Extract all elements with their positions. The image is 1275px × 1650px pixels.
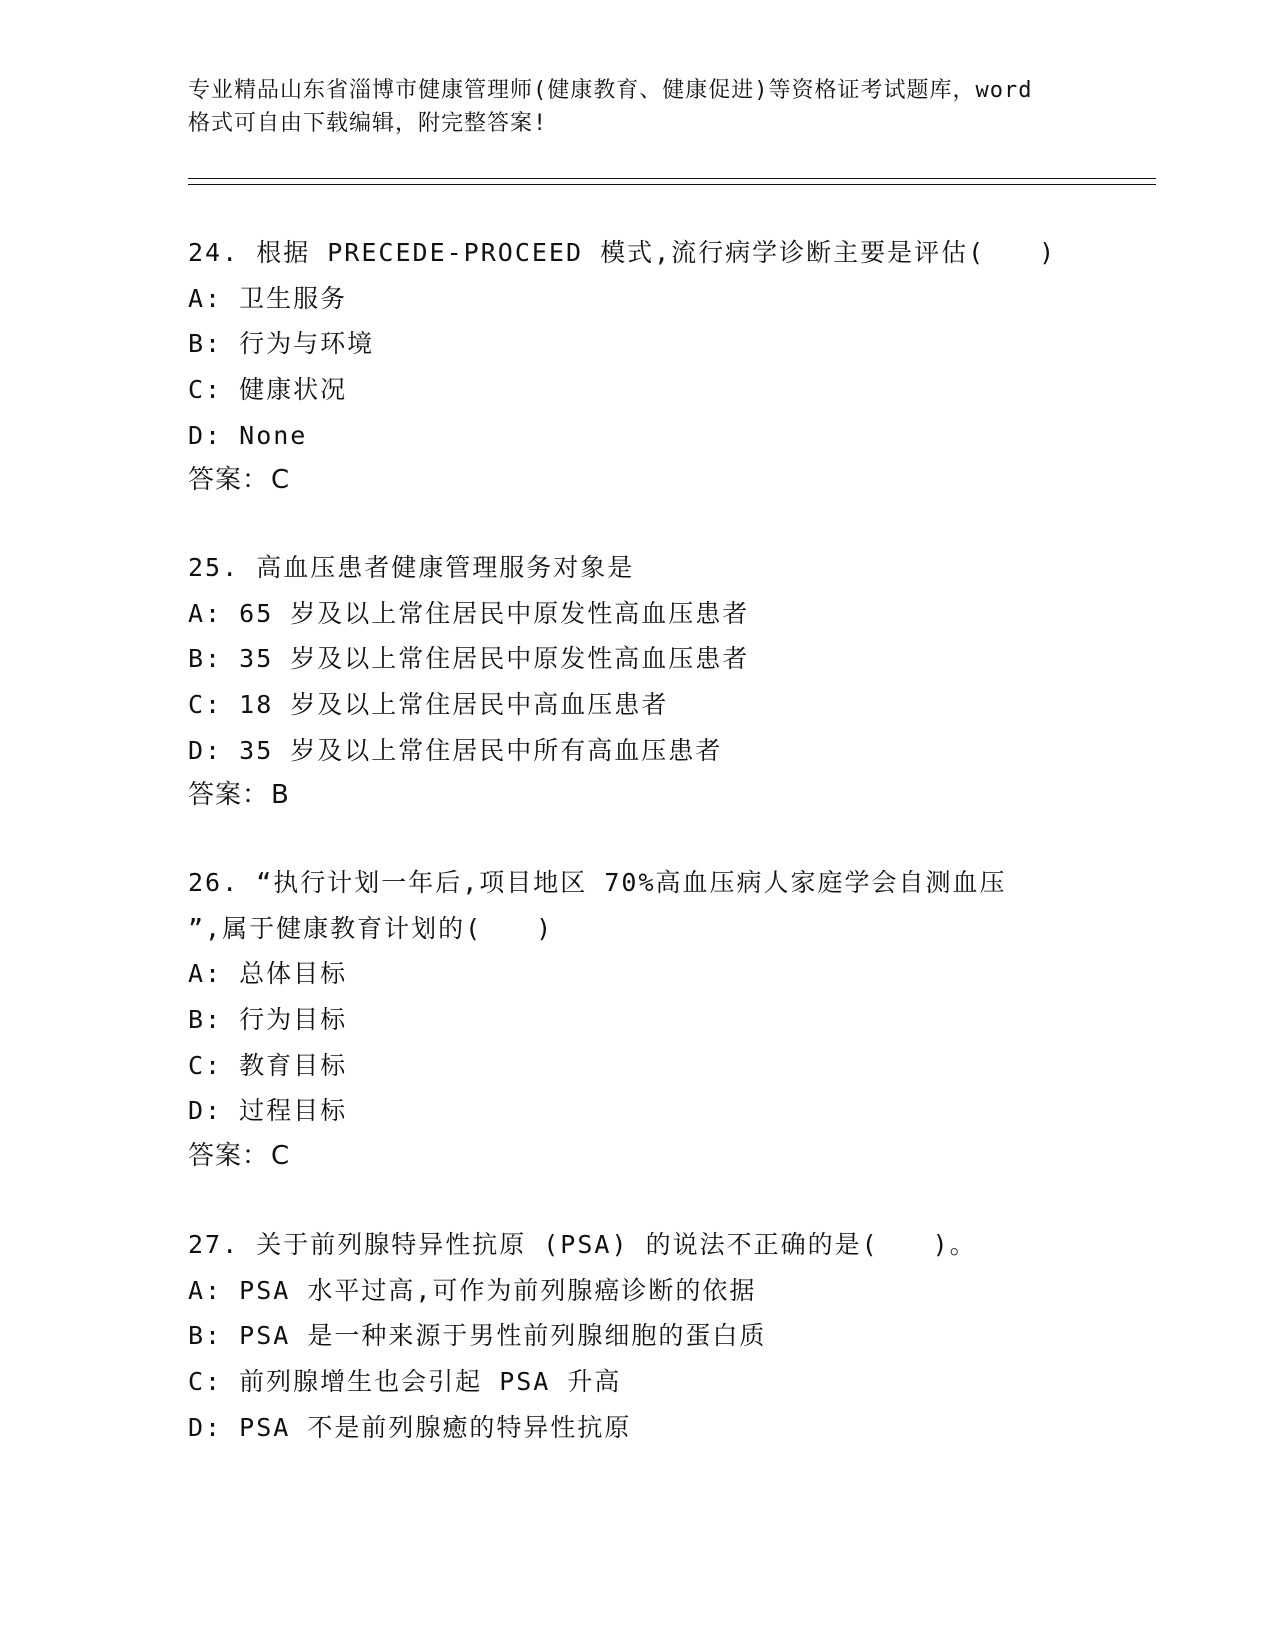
- question-25: [188, 545, 1108, 819]
- question-24: [188, 230, 1108, 504]
- question-26: [188, 860, 1108, 1180]
- question-stem: 27. 关于前列腺特异性抗原 (PSA) 的说法不正确的是( )。: [188, 1230, 977, 1259]
- option-d: D: None: [188, 420, 308, 450]
- header-line-1: 专业精品山东省淄博市健康管理师(健康教育、健康促进)等资格证考试题库，word: [188, 78, 1033, 103]
- option-a: A: 总体目标: [188, 959, 348, 989]
- question-27: [188, 1222, 1108, 1450]
- question-stem: 25. 高血压患者健康管理服务对象是: [188, 553, 635, 582]
- document-header: [188, 74, 1108, 140]
- answer-label: 答案：: [188, 780, 270, 811]
- option-c: C: 健康状况: [188, 375, 348, 405]
- answer-value: B: [271, 780, 290, 811]
- option-b: B: PSA 是一种来源于男性前列腺细胞的蛋白质: [188, 1321, 767, 1351]
- answer-line: [188, 773, 1108, 819]
- option-a: A: 卫生服务: [188, 283, 348, 313]
- option-c: C: 18 岁及以上常住居民中高血压患者: [188, 690, 669, 720]
- header-divider-top: [188, 178, 1156, 179]
- option-b: B: 35 岁及以上常住居民中原发性高血压患者: [188, 644, 750, 674]
- header-divider-bottom: [188, 184, 1156, 185]
- answer-value: C: [271, 465, 291, 496]
- header-line-2: 格式可自由下载编辑，附完整答案!: [188, 111, 548, 136]
- answer-line: [188, 458, 1108, 504]
- question-stem: 24. 根据 PRECEDE-PROCEED 模式,流行病学诊断主要是评估( ): [188, 238, 1057, 267]
- question-stem-line-2: ”,属于健康教育计划的( ): [188, 913, 554, 943]
- answer-line: [188, 1134, 1108, 1180]
- option-b: B: 行为与环境: [188, 329, 375, 359]
- answer-label: 答案：: [188, 465, 270, 496]
- option-d: D: 过程目标: [188, 1096, 348, 1126]
- question-stem-line-1: 26. “执行计划一年后,项目地区 70%高血压病人家庭学会自测血压: [188, 868, 1007, 897]
- option-d: D: PSA 不是前列腺癒的特异性抗原: [188, 1412, 632, 1442]
- option-c: C: 前列腺增生也会引起 PSA 升高: [188, 1367, 622, 1397]
- option-b: B: 行为目标: [188, 1005, 348, 1035]
- answer-value: C: [271, 1141, 291, 1172]
- option-d: D: 35 岁及以上常住居民中所有高血压患者: [188, 735, 723, 765]
- option-a: A: 65 岁及以上常住居民中原发性高血压患者: [188, 598, 750, 628]
- option-c: C: 教育目标: [188, 1050, 348, 1080]
- answer-label: 答案：: [188, 1141, 270, 1172]
- option-a: A: PSA 水平过高,可作为前列腺癌诊断的依据: [188, 1275, 757, 1305]
